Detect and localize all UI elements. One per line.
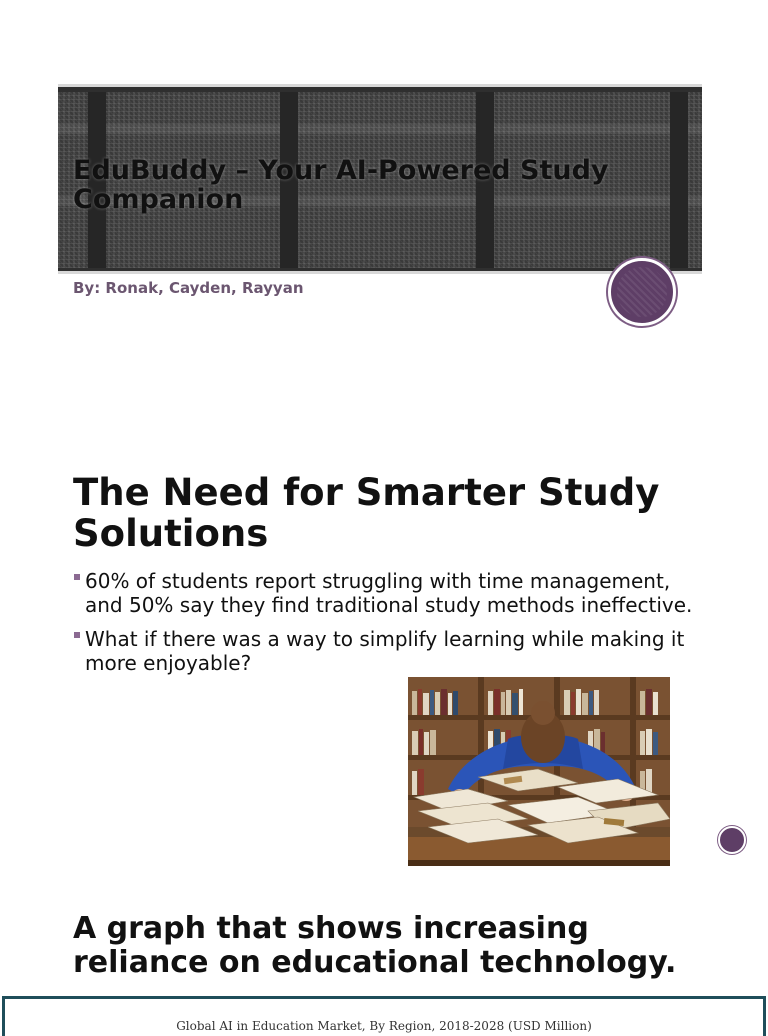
square-bullet-icon	[74, 632, 80, 638]
bullet-list	[73, 569, 713, 685]
slide-heading: The Need for Smarter Study Solutions	[73, 471, 660, 555]
slide-heading: A graph that shows increasing reliance on educational technology.	[73, 911, 677, 980]
banner-bottom-rule	[58, 271, 702, 274]
decorative-circle	[718, 826, 746, 854]
bullet-text: 60% of students report struggling with time management, and 50% say they find traditional study methods ineffective.	[85, 569, 693, 617]
bullet-item	[73, 627, 713, 675]
chart-title: Global AI in Education Market, By Region, 2018-2028 (USD Million)	[176, 1019, 592, 1033]
bullet-item	[73, 569, 713, 617]
square-bullet-icon	[74, 574, 80, 580]
banner-stripe	[58, 124, 702, 134]
student-asleep-on-books-illustration	[408, 677, 670, 866]
decorative-circle	[608, 258, 676, 326]
author-byline: By: Ronak, Cayden, Rayyan	[73, 279, 304, 297]
banner-top-rule	[58, 84, 702, 87]
bullet-text: What if there was a way to simplify learning while making it more enjoyable?	[85, 627, 685, 675]
presentation-title: EduBuddy – Your AI-Powered Study Companion	[73, 155, 609, 215]
student-studying-photo	[408, 677, 670, 866]
chart-frame	[2, 996, 766, 1036]
